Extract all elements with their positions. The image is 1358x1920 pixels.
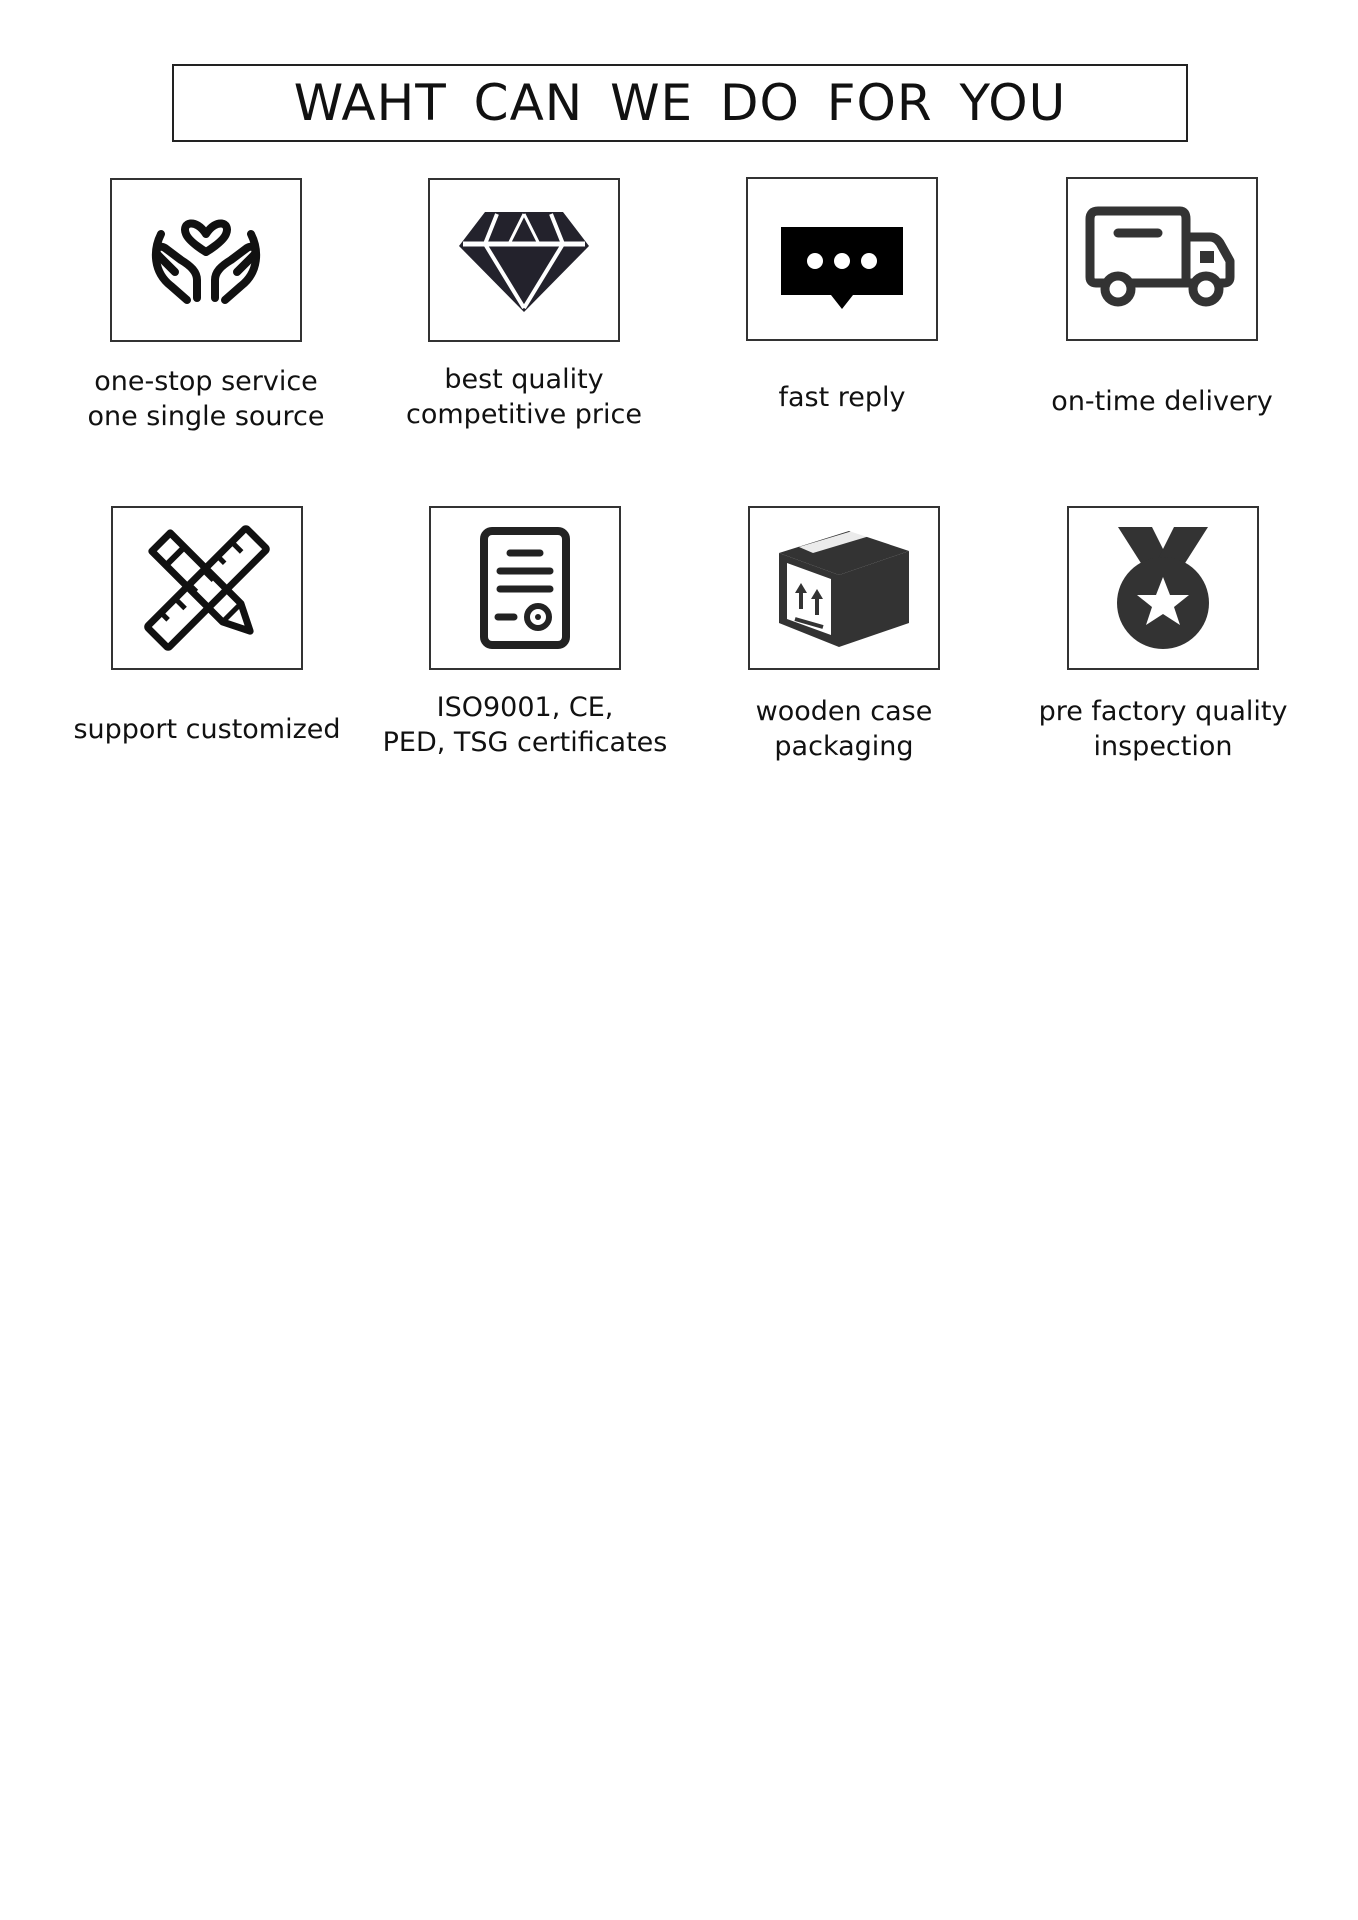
- certificate-icon: [450, 523, 600, 653]
- title-box: [172, 64, 1188, 142]
- feature-tile-delivery: [1066, 177, 1258, 341]
- feature-caption: ISO9001, CE, PED, TSG certificates: [382, 692, 668, 758]
- feature-caption: on-time delivery: [1051, 386, 1273, 417]
- package-box-icon: [769, 523, 919, 653]
- feature-tile-customized: [111, 506, 303, 670]
- feature-caption: best quality competitive price: [406, 364, 642, 430]
- delivery-truck-icon: [1082, 199, 1242, 319]
- feature-tile-packaging: [748, 506, 940, 670]
- feature-caption: pre factory quality inspection: [1038, 696, 1288, 762]
- feature-tile-inspection: [1067, 506, 1259, 670]
- feature-caption: support customized: [73, 714, 341, 745]
- feature-caption: one-stop service one single source: [87, 366, 325, 432]
- feature-tile-certificates: [429, 506, 621, 670]
- hands-heart-icon: [131, 200, 281, 320]
- feature-caption: wooden case packaging: [755, 696, 933, 762]
- feature-tile-fast-reply: [746, 177, 938, 341]
- feature-tile-quality: [428, 178, 620, 342]
- diamond-icon: [449, 200, 599, 320]
- ruler-pencil-icon: [132, 523, 282, 653]
- chat-bubble-icon: [767, 199, 917, 319]
- feature-caption: fast reply: [778, 382, 906, 413]
- page-title: WAHT CAN WE DO FOR YOU: [293, 74, 1067, 132]
- feature-tile-one-stop: [110, 178, 302, 342]
- medal-icon: [1088, 523, 1238, 653]
